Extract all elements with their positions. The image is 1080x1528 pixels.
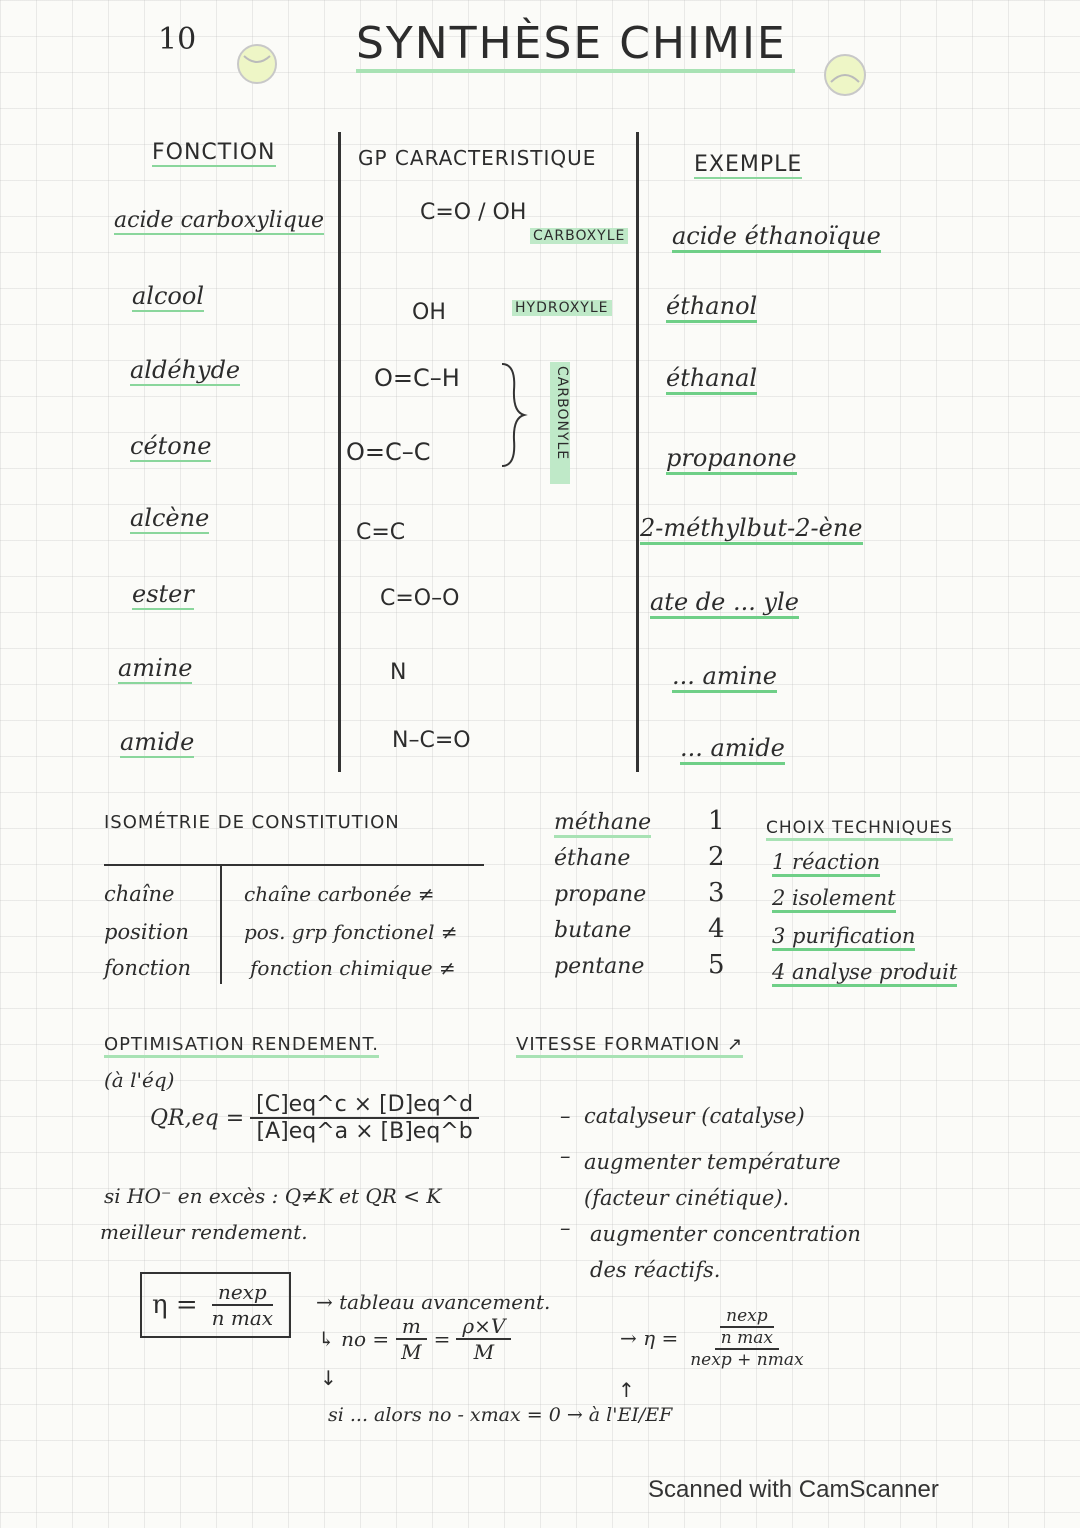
down-arrow-icon: ↓ (320, 1366, 337, 1390)
exemple-2: éthanal (666, 364, 757, 395)
brace-carbonyle (498, 360, 528, 470)
rendement-conclusion: meilleur rendement. (100, 1220, 308, 1244)
label-carbonyle: CARBONYLE (554, 366, 570, 461)
choix-item-2: 3 purification (772, 924, 915, 951)
vitesse-dash-0: – (560, 1104, 571, 1128)
groupe-2: O=C–H (374, 364, 460, 392)
exemple-5: ate de ... yle (650, 588, 799, 619)
qr-label: QR,eq = (150, 1105, 245, 1131)
vitesse-item-0: catalyseur (catalyse) (584, 1104, 805, 1128)
equals-sign: = (433, 1327, 451, 1351)
fonction-7: amide (120, 728, 195, 756)
fonction-1: alcool (132, 282, 204, 310)
no-frac1 (395, 1314, 427, 1364)
exemple-6: ... amine (672, 662, 777, 693)
iso-type-2: fonction (104, 956, 192, 980)
iso-desc-1: pos. grp fonctionel ≠ (244, 920, 458, 944)
groupe-4: C=C (356, 520, 406, 545)
exemple-7: ... amide (680, 734, 785, 765)
groupe-6: N (390, 660, 407, 685)
eta2-arrow: → η = (620, 1326, 679, 1350)
fonction-5: ester (132, 580, 194, 608)
iso-desc-0: chaîne carbonée ≠ (244, 882, 435, 906)
label-carboxyle: CARBOXYLE (530, 228, 628, 244)
page-number: 10 (158, 22, 197, 57)
eta2-num: nexp (720, 1306, 773, 1328)
qr-fraction (250, 1092, 479, 1144)
no-frac1-num: m (396, 1314, 427, 1340)
eta2-fraction (684, 1306, 809, 1370)
eta-label: η = (152, 1290, 198, 1320)
isomerie-hline (104, 864, 484, 866)
qr-den: [A]eq^a × [B]eq^b (256, 1119, 473, 1144)
eta2-den-top: n max (715, 1328, 779, 1350)
isomerie-vline (220, 866, 222, 984)
header-groupe: GP CARACTERISTIQUE (358, 146, 597, 170)
eta2-den: nexp + nmax (690, 1350, 804, 1370)
table-divider-2 (636, 132, 639, 772)
iso-desc-2: fonction chimique ≠ (250, 956, 456, 980)
exemple-1: éthanol (666, 292, 757, 323)
eta-formula (140, 1272, 291, 1338)
page-title: SYNTHÈSE CHIMIE (356, 18, 795, 73)
choix-title: CHOIX TECHNIQUES (766, 818, 953, 841)
rendement-title: OPTIMISATION RENDEMENT. (104, 1034, 379, 1058)
ball-sticker-icon (234, 42, 280, 86)
fonction-2: aldéhyde (130, 356, 241, 384)
choix-item-3: 4 analyse produit (772, 960, 957, 987)
label-carbonyle-box (550, 362, 570, 484)
no-frac2 (456, 1314, 511, 1364)
exemple-0: acide éthanoïque (672, 222, 881, 253)
groupe-0: C=O / OH (420, 200, 527, 225)
rendement-note: (à l'éq) (104, 1068, 175, 1092)
eta-num: nexp (212, 1280, 273, 1306)
alkane-n-4: 5 (708, 950, 725, 980)
alkane-1: éthane (554, 846, 631, 871)
vitesse-item-1: augmenter température (facteur cinétique). (584, 1150, 841, 1210)
fonction-4: alcène (130, 504, 210, 532)
groupe-1: OH (412, 300, 446, 325)
no-frac2-num: ρ×V (456, 1314, 511, 1340)
header-fonction: FONCTION (152, 140, 276, 165)
alkane-n-1: 2 (708, 842, 725, 872)
qr-formula (150, 1092, 479, 1144)
no-frac1-den: M (401, 1340, 422, 1364)
scanner-watermark: Scanned with CamScanner (648, 1476, 939, 1503)
choix-item-0: 1 réaction (772, 850, 880, 877)
tableau-line1: → tableau avancement. (316, 1290, 551, 1314)
iso-type-1: position (104, 920, 189, 944)
tableau-no (318, 1314, 511, 1364)
isomerie-title: ISOMÉTRIE DE CONSTITUTION (104, 812, 400, 833)
no-frac2-den: M (473, 1340, 495, 1364)
alkane-0: méthane (554, 810, 651, 838)
fonction-3: cétone (130, 432, 212, 460)
no-label: ↳ no = (318, 1327, 390, 1351)
fonction-0: acide carboxylique (114, 208, 325, 233)
groupe-5: C=O–O (380, 586, 460, 611)
vitesse-title: VITESSE FORMATION ↗ (516, 1034, 743, 1058)
alkane-3: butane (554, 918, 632, 943)
label-hydroxyle: HYDROXYLE (512, 300, 612, 316)
eta-fraction (206, 1280, 279, 1330)
choix-item-1: 2 isolement (772, 886, 896, 913)
rendement-condition: si HO⁻ en excès : Q≠K et QR < K (104, 1184, 442, 1208)
fonction-6: amine (118, 654, 193, 682)
alkane-n-0: 1 (708, 806, 725, 836)
header-exemple: EXEMPLE (694, 152, 803, 177)
tableau-line3: si ... alors no - xmax = 0 → à l'EI/EF (328, 1404, 673, 1426)
up-arrow-icon: ↑ (618, 1378, 635, 1402)
alkane-4: pentane (554, 954, 645, 979)
alkane-n-3: 4 (708, 914, 725, 944)
groupe-7: N–C=O (392, 728, 471, 753)
ball-sticker-icon-2 (820, 52, 870, 98)
alkane-n-2: 3 (708, 878, 725, 908)
exemple-3: propanone (666, 444, 797, 475)
vitesse-dash-1: – (560, 1144, 571, 1168)
qr-num: [C]eq^c × [D]eq^d (250, 1092, 479, 1119)
vitesse-item-2: augmenter concentration des réactifs. (590, 1222, 861, 1282)
alkane-2: propane (554, 882, 647, 907)
eta-den: n max (211, 1306, 274, 1330)
iso-type-0: chaîne (104, 882, 175, 906)
vitesse-dash-2: – (560, 1216, 571, 1240)
exemple-4: 2-méthylbut-2-ène (640, 514, 863, 545)
table-divider-1 (338, 132, 341, 772)
eta2-formula (620, 1306, 810, 1370)
groupe-3: O=C–C (346, 438, 431, 466)
